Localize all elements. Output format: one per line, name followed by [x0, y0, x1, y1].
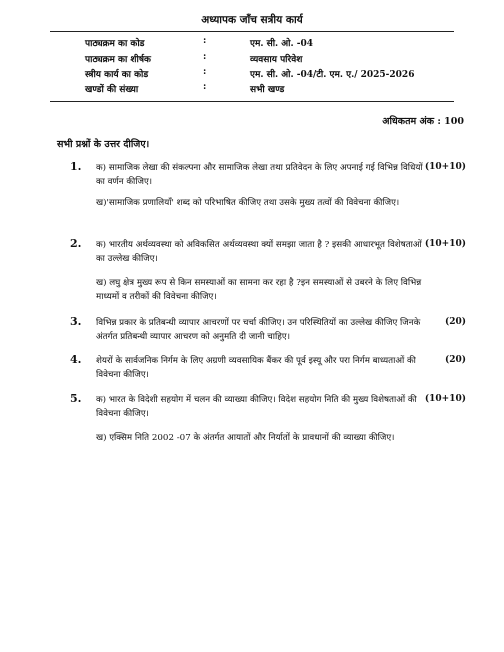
meta-row-assignment-code — [85, 67, 465, 81]
question-marks: (20) — [444, 317, 466, 327]
meta-row-course-title — [85, 52, 465, 66]
question-text: विभिन्न प्रकार के प्रतिबन्धी व्यापार आचरणों पर चर्चा कीजिए। उन परिस्थितियों का उल्लेख कीजिए जिनके अंतर्गत प्रतिबन्धी व्यापार आचरण को अनुमति दी जानी चाहिए। — [96, 318, 421, 342]
question-marks: (10+10) — [424, 394, 466, 404]
meta-label: पाठ्यक्रम का कोड — [85, 39, 145, 49]
meta-separator: : — [203, 82, 207, 92]
max-marks: अधिकतम अंक : 100 — [382, 116, 464, 127]
question-part-b: ख) एक्सिम निति 2002 -07 के अंतर्गत आयातों और निर्यातों के प्रावधानों की व्याख्या कीजिए। — [96, 433, 395, 443]
question-part-a: क) सामाजिक लेखा की संकल्पना और सामाजिक लेखा तथा प्रतिवेदन के लिए अपनाई गई विभिन्न विधियों का वर्णन कीजिए। — [96, 163, 423, 187]
meta-label: खण्डों की संख्या — [85, 85, 139, 95]
meta-value: व्यवसाय परिवेश — [250, 55, 303, 65]
bottom-rule — [50, 101, 454, 102]
meta-separator: : — [203, 52, 207, 62]
question-part-b: ख) लघु क्षेत्र मुख्य रूप से किन समस्याओं का सामना कर रहा है ?इन समस्याओं से उबरने के लिए विभिन्न माध्यमों व तरीकों की विवेचना कीजिए। — [96, 278, 422, 302]
top-rule — [50, 31, 454, 32]
question-marks: (20) — [444, 355, 466, 365]
question-part-a: क) भारत के विदेशी सहयोग में चलन की व्याख्या कीजिए। विदेश सहयोग निति की मुख्य विशेषताओं की विवेचना कीजिए। — [96, 395, 417, 419]
question-marks: (10+10) — [424, 239, 466, 249]
meta-label: पाठ्यक्रम का शीर्षक — [85, 55, 151, 65]
meta-label: स्त्रीय कार्य का कोड — [85, 70, 149, 80]
question-text: शेयरों के सार्वजनिक निर्गम के लिए अग्रणी व्यवसायिक बैंकर की पूर्व इस्यू और परा निर्गम बाध्यताओं की विवेचना कीजिए। — [96, 356, 416, 380]
question-part-a: क) भारतीय अर्थव्यवस्था को अविकसित अर्थव्यवस्था क्यों समझा जाता है ? इसकी आधारभूत विशेषताओं का उल्लेख कीजिए। — [96, 240, 422, 264]
question-number: 4. — [70, 353, 82, 366]
question-number: 1. — [70, 160, 82, 173]
meta-separator: : — [203, 36, 207, 46]
question-part-b: ख)'सामाजिक प्रणालियाँ' शब्द को परिभाषित कीजिए तथा उसके मुख्य तत्वों की विवेचना कीजिए। — [96, 198, 400, 208]
question-number: 2. — [70, 237, 82, 250]
meta-row-course-code — [85, 36, 465, 50]
question-marks: (10+10) — [424, 162, 466, 172]
page-title: अध्यापक जाँच सत्रीय कार्य — [201, 14, 303, 26]
meta-value: एम. सी. ओ. -04/टी. एम. ए./ 2025-2026 — [250, 70, 415, 80]
meta-value: एम. सी. ओ. -04 — [250, 39, 314, 49]
question-number: 5. — [70, 392, 82, 405]
meta-separator: : — [203, 67, 207, 77]
meta-row-blocks — [85, 82, 465, 96]
instruction: सभी प्रश्नों के उत्तर दीजिए। — [57, 139, 150, 150]
question-number: 3. — [70, 315, 82, 328]
meta-value: सभी खण्ड — [250, 85, 285, 95]
